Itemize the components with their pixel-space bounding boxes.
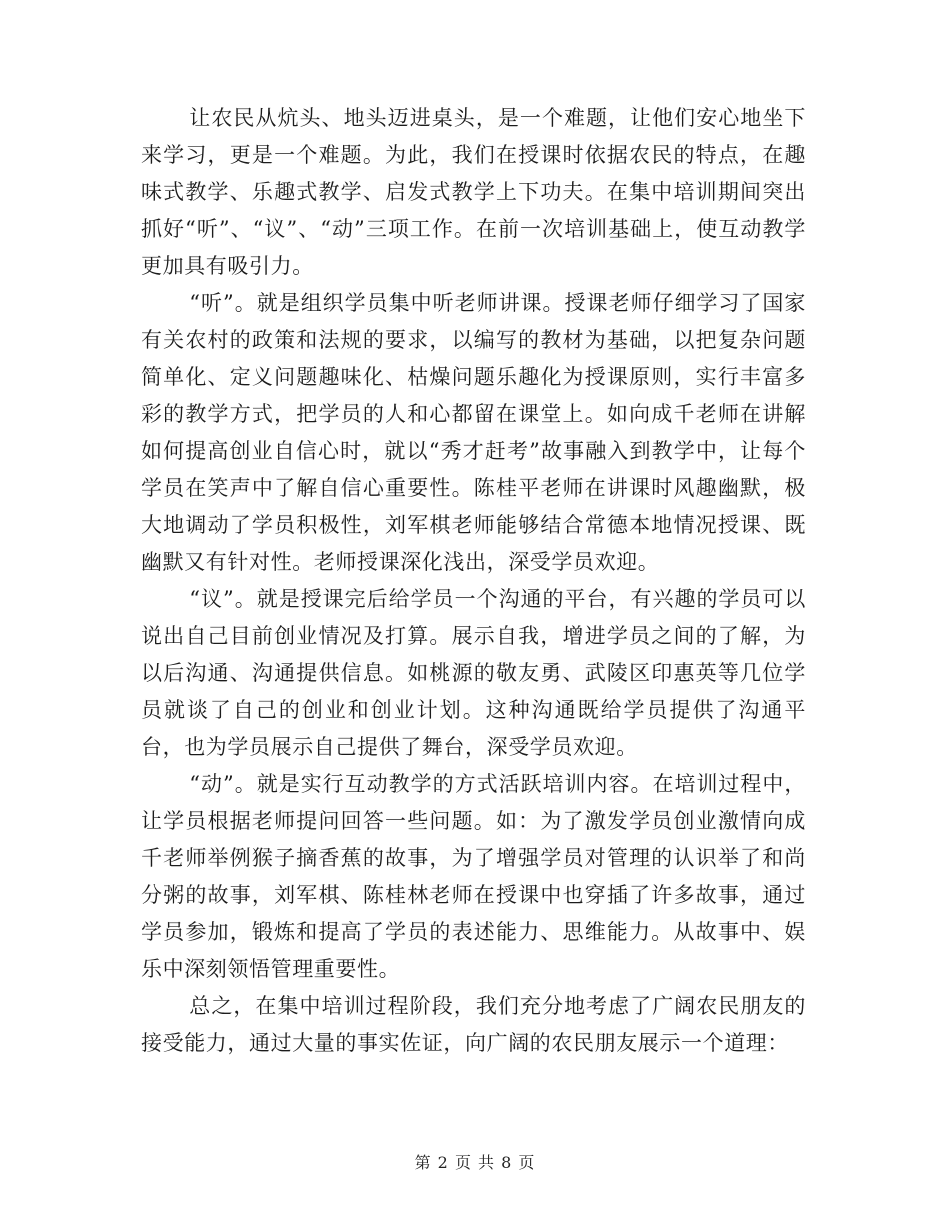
paragraph-action: “动”。就是实行互动教学的方式活跃培训内容。在培训过程中，让学员根据老师提问回答一些问题。如：为了激发学员创业激情向成千老师举例猴子摘香蕉的故事，为了增强学员对管理的认识举了和尚分粥的故事，刘军棋、陈桂林老师在授课中也穿插了许多故事，通过学员参加，锻炼和提高了学员的表述能力、思维能力。从故事中、娱乐中深刻领悟管理重要性。 [141,772,806,981]
paragraph-listen: “听”。就是组织学员集中听老师讲课。授课老师仔细学习了国家有关农村的政策和法规的要求，以编写的教材为基础，以把复杂问题简单化、定义问题趣味化、枯燥问题乐趣化为授课原则，实行丰富多彩的教学方式，把学员的人和心都留在课堂上。如向成千老师在讲解如何提高创业自信心时，就以“秀才赶考”故事融入到教学中，让每个学员在笑声中了解自信心重要性。陈桂平老师在讲课时风趣幽默，极大地调动了学员积极性，刘军棋老师能够结合常德本地情况授课、既幽默又有针对性。老师授课深化浅出，深受学员欢迎。 [141,291,806,574]
page-number-footer: 第 2 页 共 8 页 [414,1153,536,1172]
body-text [141,100,806,1062]
paragraph-summary: 总之，在集中培训过程阶段，我们充分地考虑了广阔农民朋友的接受能力，通过大量的事实佐证，向广阔的农民朋友展示一个道理： [141,994,806,1055]
paragraph-discuss: “议”。就是授课完后给学员一个沟通的平台，有兴趣的学员可以说出自己目前创业情况及打算。展示自我，增进学员之间的了解，为以后沟通、沟通提供信息。如桃源的敬友勇、武陵区印惠英等几位学员就谈了自己的创业和创业计划。这种沟通既给学员提供了沟通平台，也为学员展示自己提供了舞台，深受学员欢迎。 [141,587,806,759]
paragraph-intro: 让农民从炕头、地头迈进桌头，是一个难题，让他们安心地坐下来学习，更是一个难题。为此，我们在授课时依据农民的特点，在趣味式教学、乐趣式教学、启发式教学上下功夫。在集中培训期间突出抓好“听”、“议”、“动”三项工作。在前一次培训基础上，使互动教学更加具有吸引力。 [141,106,806,278]
